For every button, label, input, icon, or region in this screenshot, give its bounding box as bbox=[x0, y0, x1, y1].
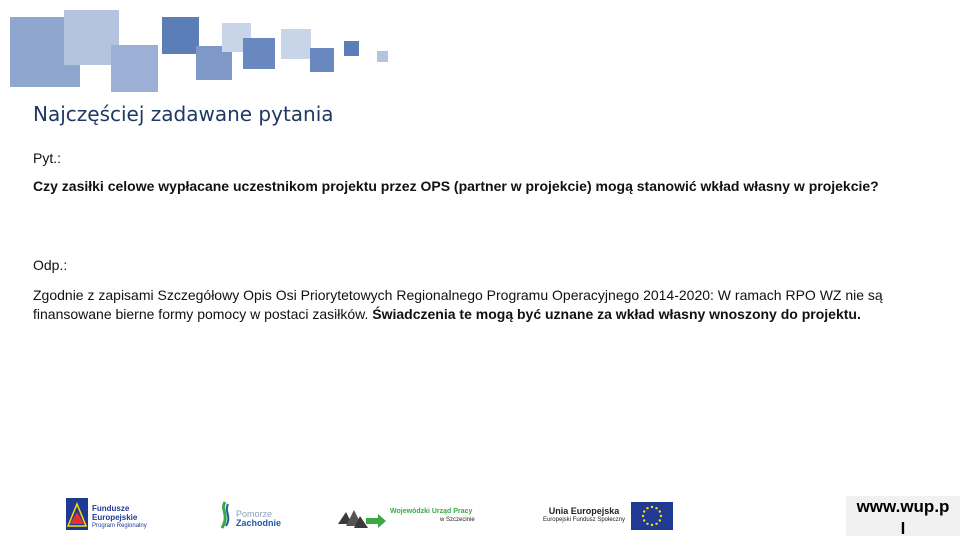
fundusze-europejskie-icon bbox=[66, 498, 88, 530]
page-title: Najczęściej zadawane pytania bbox=[33, 102, 334, 126]
answer-text bbox=[33, 286, 913, 324]
website-text: www.wup.p l bbox=[856, 497, 950, 536]
wup-icon bbox=[338, 502, 386, 530]
question-label: Pyt.: bbox=[33, 150, 62, 166]
eu-flag-icon bbox=[631, 502, 673, 530]
logo2-line1: Pomorze bbox=[236, 509, 273, 519]
fundusze-europejskie-logo bbox=[66, 498, 156, 534]
question-text: Czy zasiłki celowe wypłacane uczestnikom projektu przez OPS (partner w projekcie) mogą stanowić wkład własny w projekcie? bbox=[33, 178, 879, 194]
logo1-line1: Fundusze bbox=[92, 504, 130, 513]
logo3-line2: w Szczecinie bbox=[440, 517, 475, 523]
logo1-line2: Europejskie bbox=[92, 513, 138, 522]
answer-text-bold: Świadczenia te mogą być uznane za wkład własny wnoszony do projektu. bbox=[372, 306, 861, 322]
answer-text-regular: Zgodnie z zapisami Szczegółowy Opis Osi Priorytetowych Regionalnego Programu Operacyjnego 2014-2020: W ramach RPO WZ nie są finansowane bierne formy pomocy w postaci zasiłków. bbox=[33, 287, 883, 322]
pomorze-zachodnie-icon bbox=[216, 500, 234, 530]
logo4-line2: Europejski Fundusz Społeczny bbox=[542, 517, 626, 523]
pomorze-zachodnie-logo bbox=[216, 498, 286, 534]
wup-szczecin-logo bbox=[338, 498, 483, 534]
logo2-line2: Zachodnie bbox=[236, 518, 282, 528]
answer-label: Odp.: bbox=[33, 257, 68, 273]
logo4-line1: Unia Europejska bbox=[548, 506, 620, 516]
unia-europejska-logo bbox=[540, 498, 675, 534]
logo1-line3: Program Regionalny bbox=[92, 523, 147, 529]
website-link[interactable] bbox=[846, 496, 960, 536]
logo3-line1: Wojewódzki Urząd Pracy bbox=[390, 508, 473, 515]
